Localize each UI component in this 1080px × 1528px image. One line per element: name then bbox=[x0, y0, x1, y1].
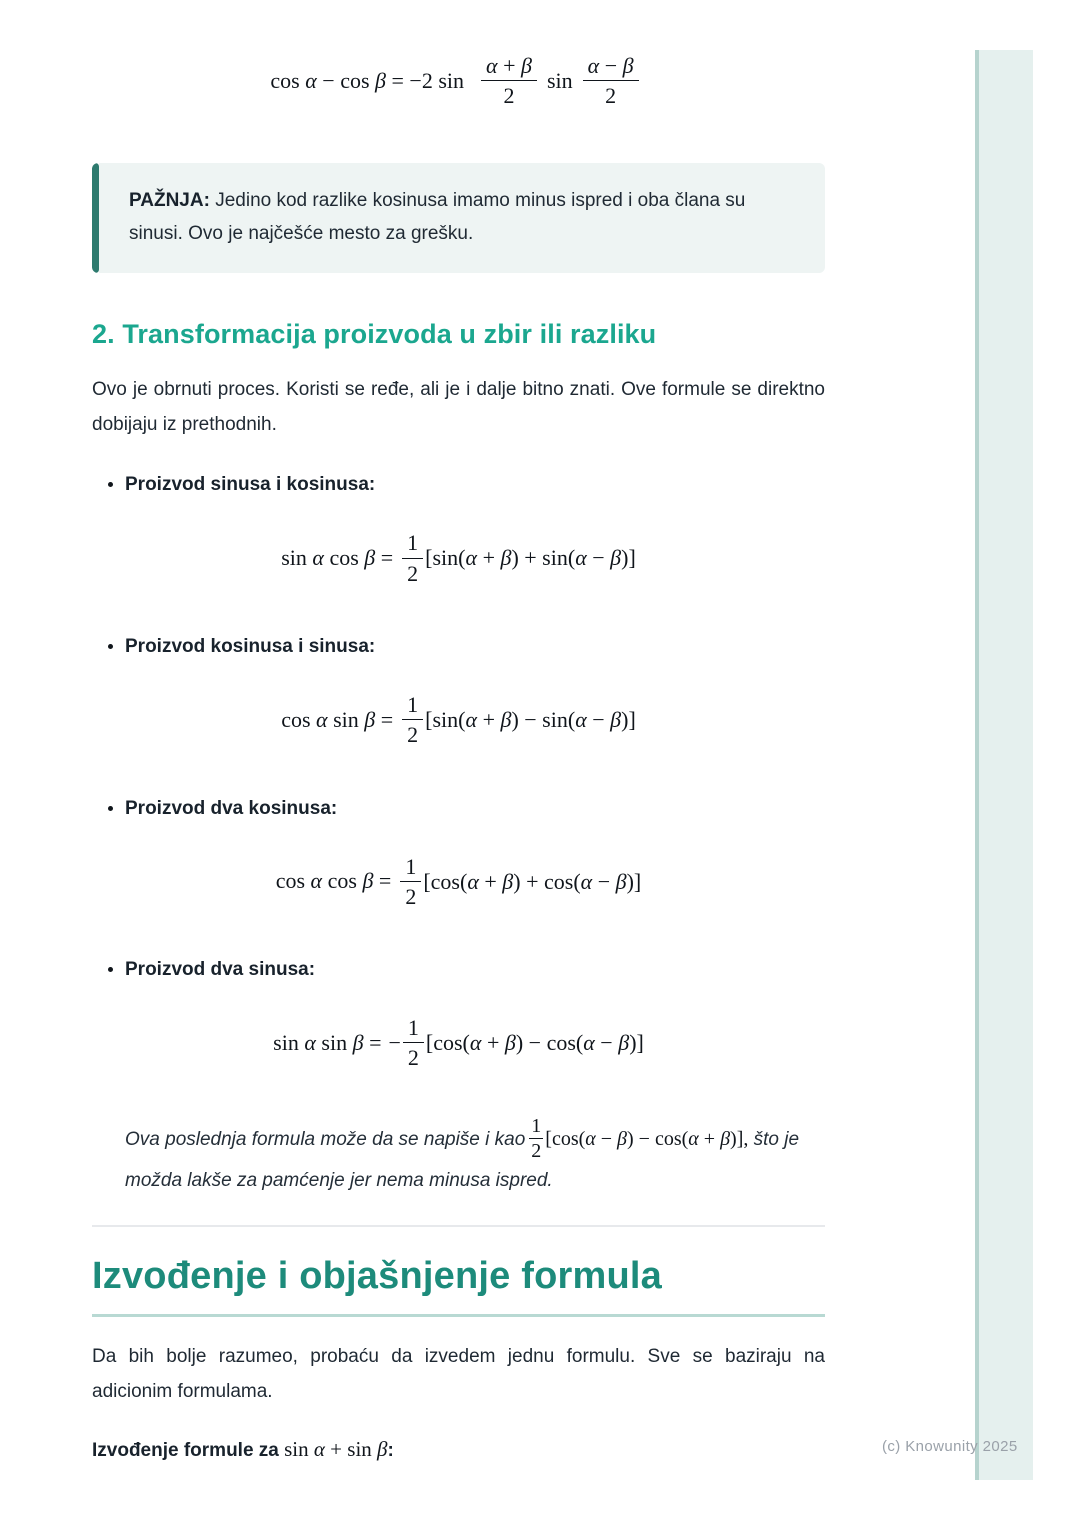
italic-note bbox=[125, 1114, 801, 1199]
bullet-formula: sin α sin β = − $\frac{1}{2}$ [cos(α + β) − cos(α − β)] bbox=[273, 1015, 644, 1071]
bullet-label: Proizvod sinusa i kosinusa: bbox=[125, 474, 376, 496]
callout-accent-bar bbox=[92, 163, 99, 274]
bullet-label: Proizvod kosinusa i sinusa: bbox=[125, 635, 376, 657]
callout-label: PAŽNJA: bbox=[129, 189, 210, 211]
section2-intro: Ovo je obrnuti proces. Koristi se ređe, ali je i dalje bitno znati. Ove formule se direktno dobijaju iz prethodnih. bbox=[92, 379, 825, 436]
derivation-lead bbox=[92, 1437, 825, 1462]
section-heading-2: 2. Transformacija proizvoda u zbir ili razliku bbox=[92, 319, 657, 350]
note-text-2: što je možda lakše za pamćenje jer nema minusa ispred. bbox=[125, 1128, 800, 1191]
fraction: $\frac{1}{2}$ bbox=[531, 1114, 542, 1162]
watermark: (c) Knowunity 2025 bbox=[882, 1438, 1018, 1455]
bullet-formula: sin α cos β = $\frac{1}{2}$ [sin(α + β) + sin(α − β)] bbox=[281, 530, 636, 586]
list-item bbox=[125, 636, 825, 750]
fraction: $\frac{\alpha + \beta}{2}$ bbox=[481, 53, 537, 109]
bullet-label: Proizvod dva sinusa: bbox=[125, 959, 316, 981]
display-formula-cos-difference bbox=[92, 55, 825, 111]
fraction: $\frac{\alpha - \beta}{2}$ bbox=[583, 53, 639, 109]
list-item bbox=[125, 474, 825, 588]
lead-colon: : bbox=[387, 1440, 394, 1462]
lead-math: sin α + sin β bbox=[278, 1437, 388, 1462]
formula-lhs: cos α − cos β = −2 sin bbox=[270, 67, 464, 93]
content-divider bbox=[92, 1225, 825, 1227]
bullet-formula: cos α cos β = $\frac{1}{2}$ [cos(α + β) + cos(α − β)] bbox=[275, 853, 642, 909]
bullet-label: Proizvod dva kosinusa: bbox=[125, 797, 338, 819]
list-item bbox=[125, 798, 825, 912]
fraction: $\frac{1}{2}$ bbox=[403, 1015, 424, 1071]
document-content bbox=[92, 0, 825, 1462]
side-stripe bbox=[975, 50, 1033, 1480]
formula-mid: sin bbox=[546, 67, 573, 93]
fraction: $\frac{1}{2}$ bbox=[402, 530, 423, 586]
lead-bold-text: Izvođenje formule za bbox=[92, 1440, 279, 1462]
callout-text bbox=[99, 163, 825, 274]
callout-message: Jedino kod razlike kosinusa imamo minus ispred i oba člana su sinusi. Ovo je najčešće mesto za grešku. bbox=[129, 189, 746, 244]
bullet-list bbox=[92, 474, 825, 1072]
main-heading: Izvođenje i objašnjenje formula bbox=[92, 1255, 825, 1317]
fraction: $\frac{1}{2}$ bbox=[402, 692, 423, 748]
fraction: $\frac{1}{2}$ bbox=[400, 854, 421, 910]
list-item bbox=[125, 959, 825, 1073]
section3-intro: Da bih bolje razumeo, probaću da izvedem jednu formulu. Sve se baziraju na adicionim formulama. bbox=[92, 1345, 825, 1402]
attention-callout bbox=[92, 163, 825, 274]
note-text-1: Ova poslednja formula može da se napiše i kao bbox=[125, 1128, 526, 1150]
bullet-formula: cos α sin β = $\frac{1}{2}$ [sin(α + β) − sin(α − β)] bbox=[281, 691, 636, 748]
note-math: [cos(α − β) − cos(α + β)], bbox=[545, 1127, 749, 1150]
